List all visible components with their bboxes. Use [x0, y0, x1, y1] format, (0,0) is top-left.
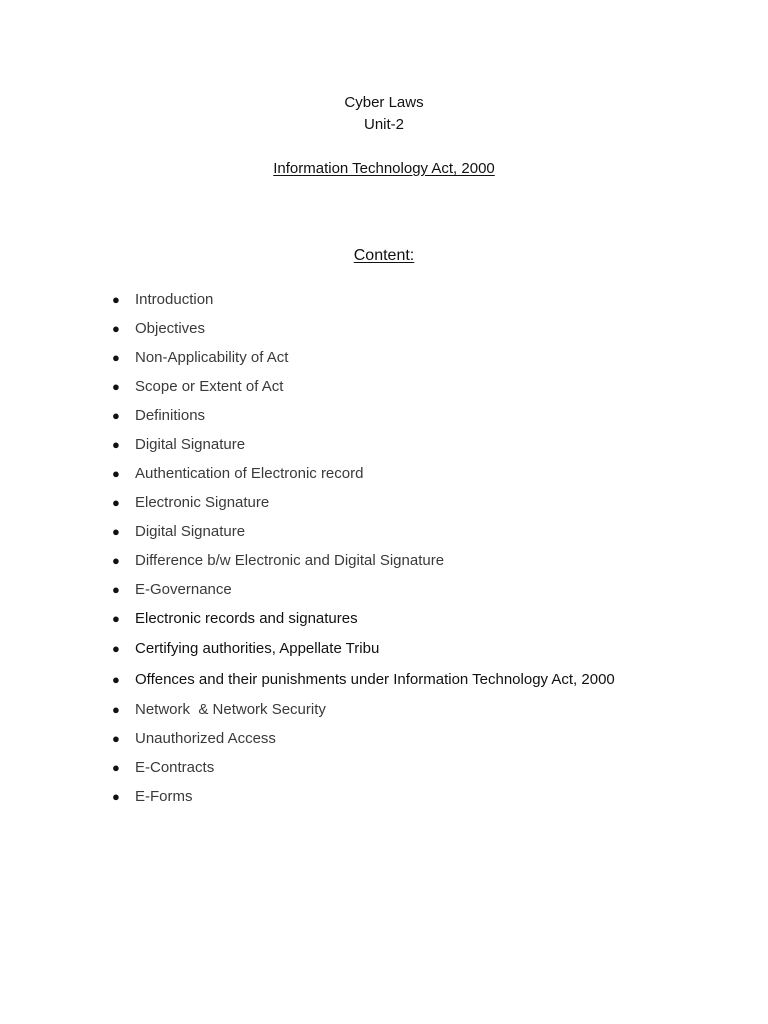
bullet-icon: ● — [112, 408, 120, 423]
list-item-label: Non-Applicability of Act — [135, 349, 289, 366]
list-item — [112, 728, 732, 757]
list-item — [112, 757, 732, 786]
bullet-icon: ● — [112, 731, 120, 746]
document-subtitle: Information Technology Act, 2000 — [273, 160, 495, 177]
list-item-label: Electronic records and signatures — [135, 610, 358, 627]
list-item — [112, 347, 732, 376]
list-item — [112, 376, 732, 405]
content-heading: Content: — [353, 247, 415, 264]
bullet-icon: ● — [112, 641, 120, 656]
list-item-label: E-Governance — [135, 581, 232, 598]
document-title: Cyber Laws — [344, 94, 424, 111]
list-item-label: Objectives — [135, 320, 206, 337]
list-item-label: Difference b/w Electronic and Digital Signature — [135, 552, 445, 569]
list-item — [112, 669, 732, 699]
list-item — [112, 608, 732, 638]
list-item — [112, 492, 732, 521]
list-item-label: Authentication of Electronic record — [135, 465, 364, 482]
document-unit: Unit-2 — [363, 116, 404, 133]
list-item-label: Network & Network Security — [135, 701, 326, 718]
bullet-icon: ● — [112, 524, 120, 539]
list-item-label: Scope or Extent of Act — [135, 378, 284, 395]
bullet-icon: ● — [112, 582, 120, 597]
list-item — [112, 699, 732, 728]
bullet-icon: ● — [112, 495, 120, 510]
list-item-label: Certifying authorities, Appellate Tribu — [135, 640, 380, 657]
list-item — [112, 463, 732, 492]
list-item — [112, 638, 732, 669]
bullet-icon: ● — [112, 437, 120, 452]
list-item-label: Definitions — [135, 407, 206, 424]
list-item — [112, 405, 732, 434]
bullet-icon: ● — [112, 789, 120, 804]
list-item-label: Offences and their punishments under Information Technology Act, 2000 — [135, 671, 615, 688]
bullet-icon: ● — [112, 702, 120, 717]
list-item — [112, 579, 732, 608]
bullet-icon: ● — [112, 672, 120, 687]
list-item-label: Introduction — [135, 291, 214, 308]
list-item-label: E-Forms — [135, 788, 193, 805]
list-item — [112, 521, 732, 550]
list-item — [112, 318, 732, 347]
bullet-icon: ● — [112, 292, 120, 307]
bullet-icon: ● — [112, 321, 120, 336]
list-item-label: Digital Signature — [135, 436, 246, 453]
list-item — [112, 434, 732, 463]
list-item — [112, 786, 732, 815]
list-item-label: Unauthorized Access — [135, 730, 276, 747]
bullet-icon: ● — [112, 611, 120, 626]
bullet-icon: ● — [112, 553, 120, 568]
bullet-icon: ● — [112, 350, 120, 365]
list-item — [112, 550, 732, 579]
list-item — [112, 289, 732, 318]
list-item-label: Electronic Signature — [135, 494, 270, 511]
bullet-icon: ● — [112, 379, 120, 394]
list-item-label: Digital Signature — [135, 523, 246, 540]
list-item-label: E-Contracts — [135, 759, 215, 776]
bullet-icon: ● — [112, 466, 120, 481]
content-list — [112, 289, 732, 815]
bullet-icon: ● — [112, 760, 120, 775]
